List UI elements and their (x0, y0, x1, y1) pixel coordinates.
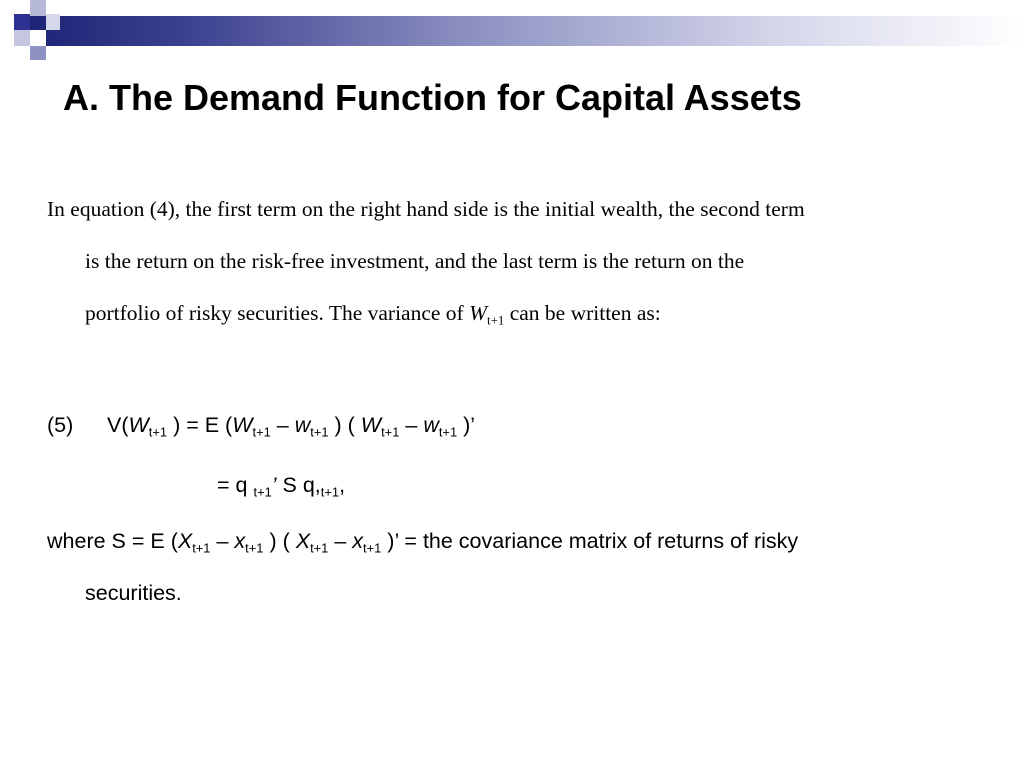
decor-square-light-1 (30, 0, 46, 16)
decor-square-white (30, 30, 46, 46)
paragraph-line-3-end: can be written as: (509, 301, 661, 325)
eq-minus-1: – (276, 413, 289, 437)
where-close: )’ = the covariance matrix of returns of risky (387, 529, 799, 553)
eq-mid-1: ) = E ( (173, 413, 233, 437)
decor-square-dark-1 (14, 14, 30, 30)
eq-cont-lead: = q (217, 473, 248, 497)
header-gradient-band (30, 16, 1024, 46)
eq-sub-5: t+1 (438, 424, 458, 440)
eq-cont-sub-2: t+1 (320, 484, 340, 500)
equation-5-continuation (217, 470, 345, 500)
paragraph-line-1: In equation (4), the first term on the right hand side is the initial wealth, the second term (47, 197, 805, 221)
where-sub-1: t+1 (192, 540, 211, 556)
decor-square-dark-2 (30, 46, 46, 60)
wealth-subscript: t+1 (487, 313, 505, 328)
where-line-2: securities. (85, 581, 182, 605)
eq-w-2: w (423, 413, 439, 437)
eq-w-1: w (294, 413, 311, 437)
eq-cont-sub-1: t+1 (253, 484, 272, 500)
eq-mid-2: ) ( (334, 413, 355, 437)
eq-minus-2: – (405, 413, 418, 437)
body-paragraph (47, 183, 977, 339)
eq-cont-prime: ’ (271, 473, 277, 497)
eq-W-2: W (232, 413, 253, 437)
equation-5 (47, 410, 475, 440)
eq-W-1: W (128, 413, 149, 437)
slide-title: A. The Demand Function for Capital Assets (63, 77, 802, 118)
where-X-2: X (295, 529, 311, 553)
where-X-1: X (177, 529, 193, 553)
where-sub-4: t+1 (363, 540, 382, 556)
eq-W-3: W (360, 413, 382, 437)
eq-v-open: V( (107, 413, 129, 437)
decor-square-light-3 (14, 30, 30, 46)
eq-sub-1: t+1 (148, 424, 168, 440)
where-x-2: x (352, 529, 364, 553)
eq-sub-4: t+1 (381, 424, 400, 440)
eq-sub-2: t+1 (252, 424, 271, 440)
decor-square-light-2 (46, 14, 60, 30)
where-sub-2: t+1 (245, 540, 264, 556)
eq-cont-trail: , (339, 473, 346, 497)
where-minus-1: – (216, 529, 229, 553)
where-mid: ) ( (269, 529, 290, 553)
where-minus-2: – (334, 529, 347, 553)
equation-number: (5) (47, 413, 74, 437)
eq-cont-mid: S q, (282, 473, 321, 497)
where-x-1: x (234, 529, 246, 553)
eq-close: )’ (463, 413, 476, 437)
paragraph-line-3 (47, 287, 977, 339)
where-sub-3: t+1 (310, 540, 329, 556)
eq-sub-3: t+1 (310, 424, 329, 440)
paragraph-line-2: is the return on the risk-free investment, and the last term is the return on the (85, 249, 745, 273)
wealth-variable: W (469, 301, 488, 325)
where-lead: where S = E ( (47, 529, 178, 553)
paragraph-line-3-text: portfolio of risky securities. The variance of (85, 301, 464, 325)
where-line-1 (47, 515, 1007, 567)
where-clause (47, 515, 1007, 619)
